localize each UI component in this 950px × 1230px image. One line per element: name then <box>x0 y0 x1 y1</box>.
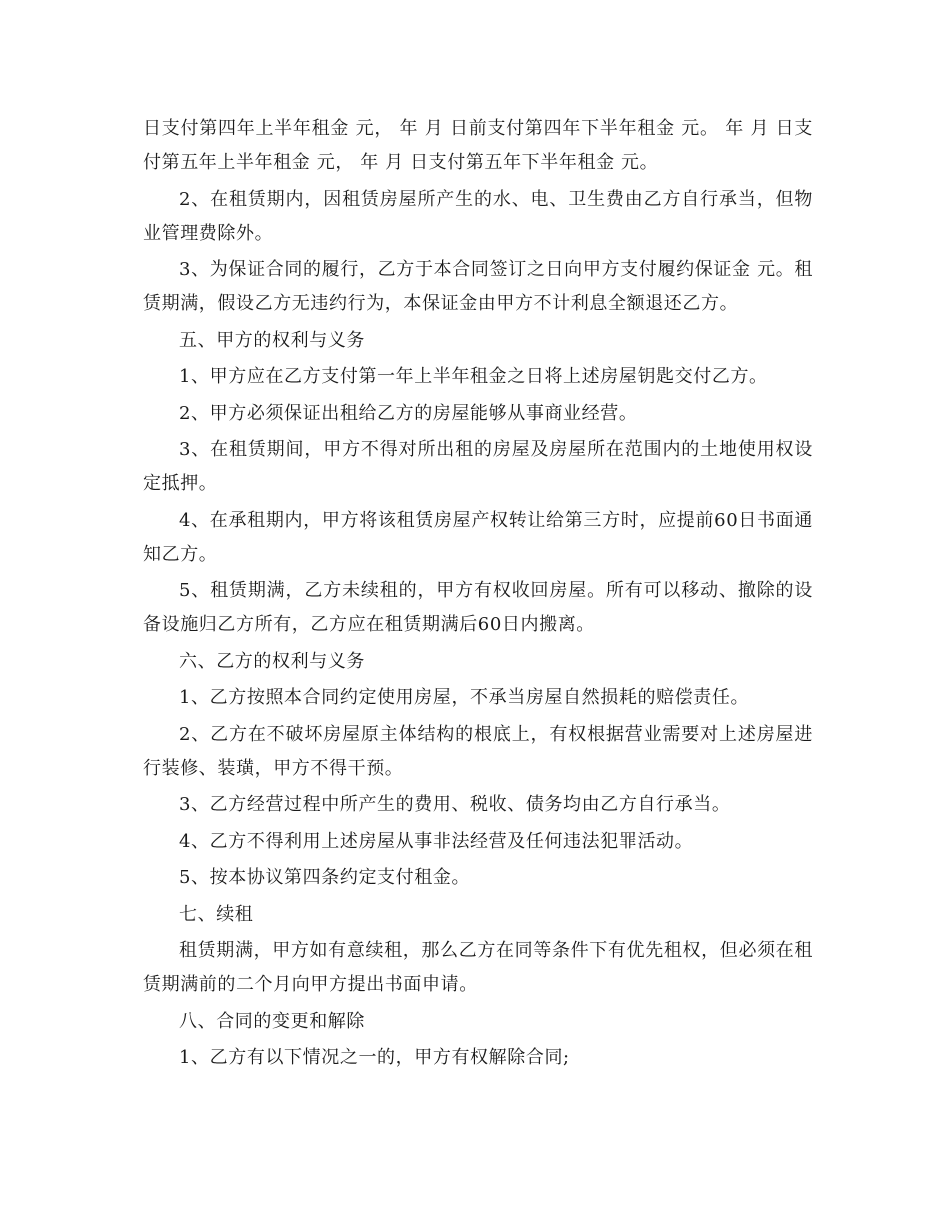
paragraph-b-2: 2、乙方在不破坏房屋原主体结构的根底上，有权根据营业需要对上述房屋进行装修、装璜，甲方不得干预。 <box>143 723 813 779</box>
paragraph-renewal: 租赁期满，甲方如有意续租，那么乙方在同等条件下有优先租权，但必须在租赁期满前的二个月向甲方提出书面申请。 <box>143 940 813 995</box>
paragraph-a-2: 2、甲方必须保证出租给乙方的房屋能够从事商业经营。 <box>179 402 638 424</box>
section-heading-party-b: 六、乙方的权利与义务 <box>179 650 365 672</box>
paragraph-rent-schedule: 日支付第四年上半年租金 元， 年 月 日前支付第四年下半年租金 元。 年 月 日支付第五年上半年租金 元， 年 月 日支付第五年下半年租金 元。 <box>143 118 813 173</box>
section-heading-party-a: 五、甲方的权利与义务 <box>179 329 365 351</box>
document-body <box>143 112 813 1078</box>
paragraph-b-1: 1、乙方按照本合同约定使用房屋，不承当房屋自然损耗的赔偿责任。 <box>179 687 750 708</box>
paragraph-utilities: 2、在租赁期内，因租赁房屋所产生的水、电、卫生费由乙方自行承当，但物业管理费除外。 <box>143 188 813 244</box>
paragraph-b-3: 3、乙方经营过程中所产生的费用、税收、债务均由乙方自行承当。 <box>179 794 731 815</box>
section-heading-renewal: 七、续租 <box>179 903 254 925</box>
paragraph-a-5: 5、租赁期满，乙方未续租的，甲方有权收回房屋。所有可以移动、撤除的设备设施归乙方所有，乙方应在租赁期满后60日内搬离。 <box>143 580 813 635</box>
paragraph-b-5: 5、按本协议第四条约定支付租金。 <box>179 867 471 888</box>
paragraph-deposit: 3、为保证合同的履行，乙方于本合同签订之日向甲方支付履约保证金 元。租赁期满，假设乙方无违约行为，本保证金由甲方不计利息全额退还乙方。 <box>143 259 813 314</box>
section-heading-termination: 八、合同的变更和解除 <box>179 1010 365 1032</box>
paragraph-a-3: 3、在租赁期间，甲方不得对所出租的房屋及房屋所在范围内的土地使用权设定抵押。 <box>143 439 813 494</box>
paragraph-a-4: 4、在承租期内，甲方将该租赁房屋产权转让给第三方时，应提前60日书面通知乙方。 <box>143 509 813 565</box>
paragraph-b-4: 4、乙方不得利用上述房屋从事非法经营及任何违法犯罪活动。 <box>179 830 694 852</box>
paragraph-a-1: 1、甲方应在乙方支付第一年上半年租金之日将上述房屋钥匙交付乙方。 <box>179 366 768 387</box>
paragraph-termination-1: 1、乙方有以下情况之一的，甲方有权解除合同; <box>179 1047 570 1068</box>
